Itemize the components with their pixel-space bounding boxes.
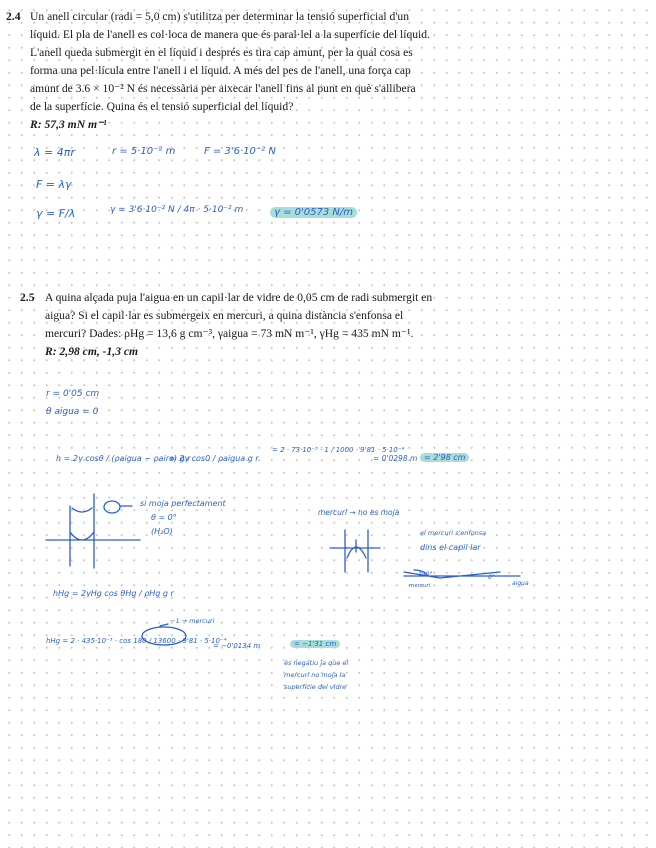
- capillary-mercury-sketch: [330, 530, 380, 572]
- hw-result-highlight: γ = 0'0573 N/m: [270, 207, 357, 218]
- hw-substitution: γ = 3'6·10⁻² N / 4π · 5·10⁻² m: [110, 205, 244, 215]
- contact-angle-sketch: [404, 570, 520, 578]
- hw-given-angle: θ aigua = 0: [46, 407, 99, 417]
- hw-hg-value: = −0'0134 m: [213, 642, 261, 650]
- hw-formula-gamma: γ = F/λ: [36, 207, 76, 220]
- hw-note-mercury: mercuri → no es moja: [318, 508, 400, 517]
- hw-given-lambda: λ = 4πr: [34, 146, 75, 159]
- problem-text-line: aigua? Si el capil·lar es submergeix en mercuri, a quina distància s'enfonsa el: [45, 309, 404, 322]
- hw-h-result-highlight: = 2'98 cm: [420, 453, 469, 462]
- hw-note-water: (H₂O): [151, 527, 173, 536]
- cos-term-circle: [142, 627, 186, 645]
- hw-h-simplified: = 2γ cos0 / ρaigua g r: [170, 454, 259, 463]
- hw-note-negative-2: mercuri no moja la: [284, 671, 346, 679]
- hw-note-capillary-2: dins el capil·lar: [420, 543, 481, 552]
- problem-text-line: forma una pel·lícula entre l'anell i el líquid. A més del pes de l'anell, una força cap: [30, 64, 411, 77]
- hw-note-capillary: el mercuri s'enfonsa: [420, 529, 487, 537]
- hw-given-r: r = 0'05 cm: [46, 389, 100, 399]
- problem-text-line: líquid. El pla de l'anell es col·loca de manera que és paral·lel a la superfície del líquid.: [30, 28, 430, 41]
- capillary-top-circle: [104, 501, 120, 513]
- problem-text-line: A quina alçada puja l'aigua en un capil·lar de vidre de 0,05 cm de radi submergit en: [45, 291, 433, 304]
- hw-label-mercury: mercuri: [409, 583, 431, 589]
- hw-cos-annotation: −1 → mercuri: [170, 617, 215, 625]
- problem-answer: R: 57,3 mN m⁻¹: [30, 118, 107, 131]
- hw-given-F: F = 3'6·10⁻² N: [204, 146, 276, 157]
- hw-h-formula: h = 2γ cosθ / (ρaigua − ρaire) g r: [56, 454, 191, 463]
- problem-text-line: mercuri? Dades: ρHg = 13,6 g cm⁻³, γaigua = 73 mN m⁻¹, γHg = 435 mN m⁻¹.: [45, 327, 414, 340]
- hw-label-contact-water: 0°: [488, 574, 495, 581]
- hw-note-negative-3: superfície del vidre: [284, 683, 347, 691]
- problem-text-line: amunt de 3.6 × 10⁻² N és necessària per aixecar l'anell fins al punt en què s'allibera: [30, 82, 416, 95]
- problem-answer: R: 2,98 cm, -1,3 cm: [45, 345, 139, 358]
- hw-h-substitution: = 2 · 73·10⁻³ · 1 / 1000 · 9'81 · 5·10⁻⁴: [272, 446, 405, 454]
- hw-hg-result-highlight: = −1'31 cm: [290, 640, 340, 648]
- problem-text-line: de la superfície. Quina és el tensió superficial del líquid?: [30, 100, 294, 113]
- annotation-arrow: [160, 624, 168, 626]
- problem-number: 2.4: [6, 10, 21, 23]
- hw-note-wet: si moja perfectament: [140, 499, 226, 508]
- hw-h-value: = 0'0298 m: [373, 454, 418, 463]
- problem-number: 2.5: [20, 291, 35, 304]
- hw-label-water: aigua: [512, 580, 529, 587]
- hw-note-negative-1: és negatiu ja que el: [284, 659, 349, 667]
- capillary-water-sketch: [46, 494, 140, 568]
- problem-text-line: L'anell queda submergit en el líquid i després es tira cap amunt, per la qual cosa es: [30, 46, 413, 59]
- hw-note-theta: θ = 0°: [151, 513, 177, 522]
- hw-given-r: r = 5·10⁻² m: [112, 146, 176, 157]
- hw-hg-formula: hHg = 2γHg cos θHg / ρHg g r: [53, 589, 174, 598]
- hw-label-contact-mercury: 140°: [418, 571, 433, 578]
- problem-text-line: Un anell circular (radi = 5,0 cm) s'utilitza per determinar la tensió superficial d'un: [30, 10, 409, 23]
- hw-hg-substitution: hHg = 2 · 435·10⁻³ · cos 180 / 13600 · 9'81 · 5·10⁻⁴: [46, 637, 227, 645]
- hw-formula-F: F = λγ: [36, 178, 72, 191]
